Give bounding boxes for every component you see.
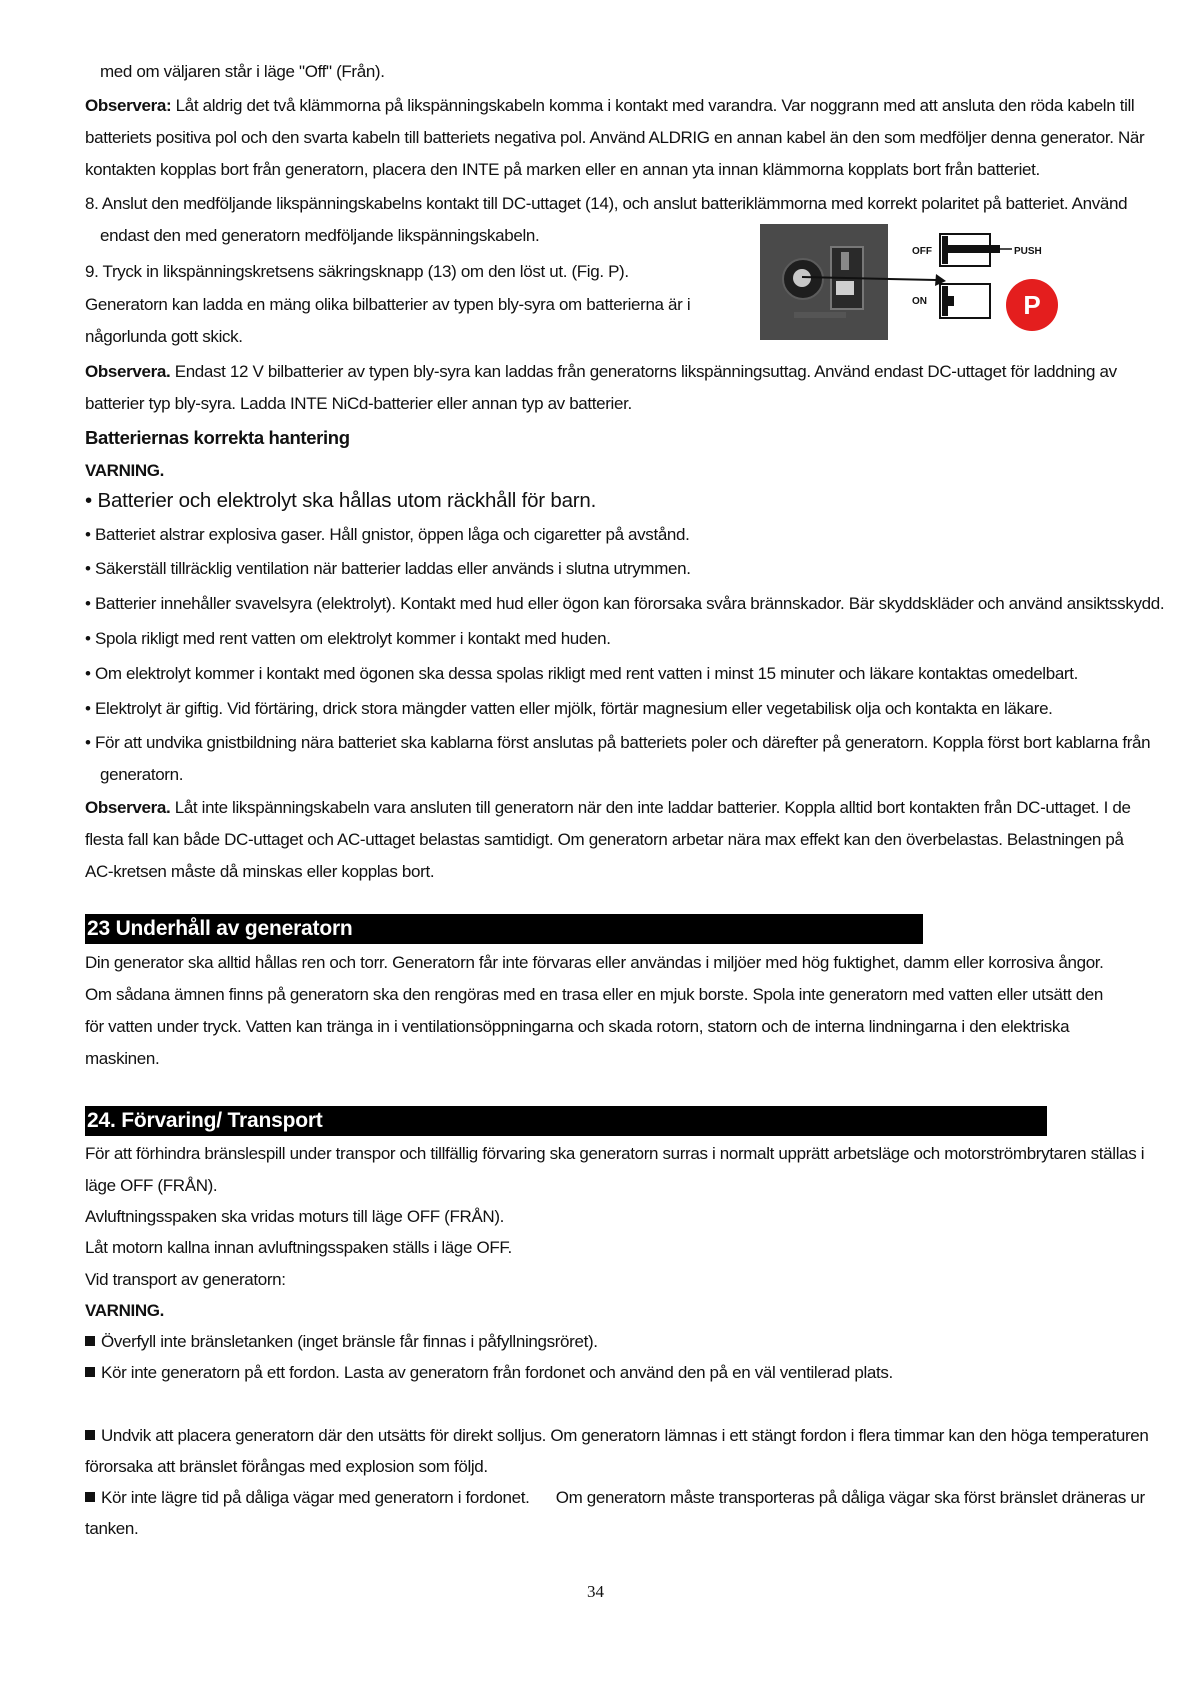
list-item: Undvik att placera generatorn där den utsätts för direkt solljus. Om generatorn lämnas i ett stängt fordon i flera timmar kan den höga temperaturen xyxy=(85,1425,1149,1447)
note-text: batterier typ bly-syra. Ladda INTE NiCd-batterier eller annan typ av batterier. xyxy=(85,394,632,413)
section-23-text: för vatten under tryck. Vatten kan tränga in i ventilationsöppningarna och skada rotorn, statorn och de interna lindningarna i den elektriska xyxy=(85,1017,1070,1036)
page-number: 34 xyxy=(587,1582,604,1601)
note-text: Låt aldrig det två klämmorna på likspänningskabeln komma i kontakt med varandra. Var noggrann med att ansluta den röda kabeln till xyxy=(171,96,1135,115)
bullet-item: • För att undvika gnistbildning nära batteriet ska kablarna först anslutas på batteriets poler och därefter på generatorn. Koppla först bort kablarna från xyxy=(85,733,1151,752)
section-24-text: För att förhindra bränslespill under transpor och tillfällig förvaring ska generatorn surras i normalt upprätt arbetsläge och motorströmbrytaren ställas i xyxy=(85,1144,1145,1163)
square-bullet-icon xyxy=(85,1336,95,1346)
bullet-item: • Elektrolyt är giftig. Vid förtäring, drick stora mängder vatten eller mjölk, förtär magnesium eller vegetabilisk olja och kontakta en läkare. xyxy=(85,699,1053,718)
charge-text: någorlunda gott skick. xyxy=(85,327,243,346)
section-24-text: läge OFF (FRÅN). xyxy=(85,1176,218,1195)
step-8: 8. Anslut den medföljande likspänningskabelns kontakt till DC-uttaget (14), och anslut batteriklämmorna med korrekt polaritet på batteriet. Använd xyxy=(85,194,1128,213)
step-9: 9. Tryck in likspänningskretsens säkringsknapp (13) om den löst ut. (Fig. P). xyxy=(85,262,629,281)
square-bullet-icon xyxy=(85,1430,95,1440)
list-item-cont: tanken. xyxy=(85,1519,139,1538)
step-8-cont: endast den med generatorn medföljande likspänningskabeln. xyxy=(100,226,540,245)
charge-text: Generatorn kan ladda en mäng olika bilbatterier av typen bly-syra om batterierna är i xyxy=(85,295,691,314)
note-label: Observera. xyxy=(85,798,171,817)
bullet-item-cont: generatorn. xyxy=(100,765,184,784)
bullet-item: • Batterier och elektrolyt ska hållas utom räckhåll för barn. xyxy=(85,489,597,512)
section-23-text: Om sådana ämnen finns på generatorn ska den rengöras med en trasa eller en mjuk borste. Spola inte generatorn med vatten eller utsätt den xyxy=(85,985,1104,1004)
push-label: PUSH xyxy=(1014,246,1042,257)
bullet-item: • Spola rikligt med rent vatten om elektrolyt kommer i kontakt med huden. xyxy=(85,629,611,648)
section-23-heading: 23 Underhåll av generatorn xyxy=(85,914,923,944)
note-label: Observera. xyxy=(85,362,171,381)
section-23-text: Din generator ska alltid hållas ren och torr. Generatorn får inte förvaras eller användas i miljöer med hög fuktighet, damm eller korrosiva ångor. xyxy=(85,953,1104,972)
square-bullet-icon xyxy=(85,1367,95,1377)
note-text: AC-kretsen måste då minskas eller kopplas bort. xyxy=(85,862,435,881)
square-bullet-icon xyxy=(85,1492,95,1502)
list-item: Kör inte lägre tid på dåliga vägar med generatorn i fordonet. Om generatorn måste transporteras på dåliga vägar ska först bränslet dräneras ur xyxy=(85,1487,1145,1509)
note-label: Observera: xyxy=(85,96,172,115)
section-24-heading: 24. Förvaring/ Transport xyxy=(85,1106,1047,1136)
figure-p-badge: P xyxy=(1006,279,1058,331)
on-label: ON xyxy=(912,296,927,307)
bullet-item: • Batterier innehåller svavelsyra (elektrolyt). Kontakt med hud eller ögon kan förorsaka svåra brännskador. Bär skyddskläder och använd ansiktsskydd. xyxy=(85,594,1165,613)
bullet-item: • Säkerställ tillräcklig ventilation när batterier laddas eller används i slutna utrymmen. xyxy=(85,559,691,578)
fuse-figure xyxy=(760,224,1060,340)
note-text: Låt inte likspänningskabeln vara ansluten till generatorn när den inte laddar batterier. Koppla alltid bort kontakten från DC-uttaget. I de xyxy=(170,798,1131,817)
section-24-text: Vid transport av generatorn: xyxy=(85,1270,286,1289)
bullet-item: • Batteriet alstrar explosiva gaser. Håll gnistor, öppen låga och cigaretter på avstånd. xyxy=(85,525,690,544)
list-item: Kör inte generatorn på ett fordon. Lasta av generatorn från fordonet och använd den på en väl ventilerad plats. xyxy=(85,1362,893,1384)
section-24-text: Låt motorn kallna innan avluftningsspaken ställs i läge OFF. xyxy=(85,1238,512,1257)
note-paragraph xyxy=(85,797,1131,819)
off-label: OFF xyxy=(912,246,932,257)
note-paragraph xyxy=(85,361,1117,383)
note-text: kontakten kopplas bort från generatorn, placera den INTE på marken eller en annan yta innan klämmorna kopplats bort från batteriet. xyxy=(85,160,1040,179)
warning-label: VARNING. xyxy=(85,1301,165,1320)
section-23-text: maskinen. xyxy=(85,1049,160,1068)
note-paragraph xyxy=(85,95,1134,117)
note-text: Endast 12 V bilbatterier av typen bly-syra kan laddas från generatorns likspänningsuttag. Använd endast DC-uttaget för laddning av xyxy=(170,362,1117,381)
note-text: batteriets positiva pol och den svarta kabeln till batteriets negativa pol. Använd ALDRIG en annan kabel än den som medföljer denna generator. När xyxy=(85,128,1145,147)
section-24-text: Avluftningsspaken ska vridas moturs till läge OFF (FRÅN). xyxy=(85,1207,505,1226)
note-text: flesta fall kan både DC-uttaget och AC-uttaget belastas samtidigt. Om generatorn arbetar nära max effekt kan den överbelastas. Belastningen på xyxy=(85,830,1124,849)
battery-heading: Batteriernas korrekta hantering xyxy=(85,427,350,448)
list-item: Överfyll inte bränsletanken (inget bränsle får finnas i påfyllningsröret). xyxy=(85,1331,598,1353)
intro-line: med om väljaren står i läge "Off" (Från). xyxy=(100,62,385,81)
list-item-cont: förorsaka att bränslet förångas med explosion som följd. xyxy=(85,1457,488,1476)
warning-label: VARNING. xyxy=(85,461,165,480)
bullet-item: • Om elektrolyt kommer i kontakt med ögonen ska dessa spolas rikligt med rent vatten i minst 15 minuter och läkare kontaktas omedelbart. xyxy=(85,664,1078,683)
